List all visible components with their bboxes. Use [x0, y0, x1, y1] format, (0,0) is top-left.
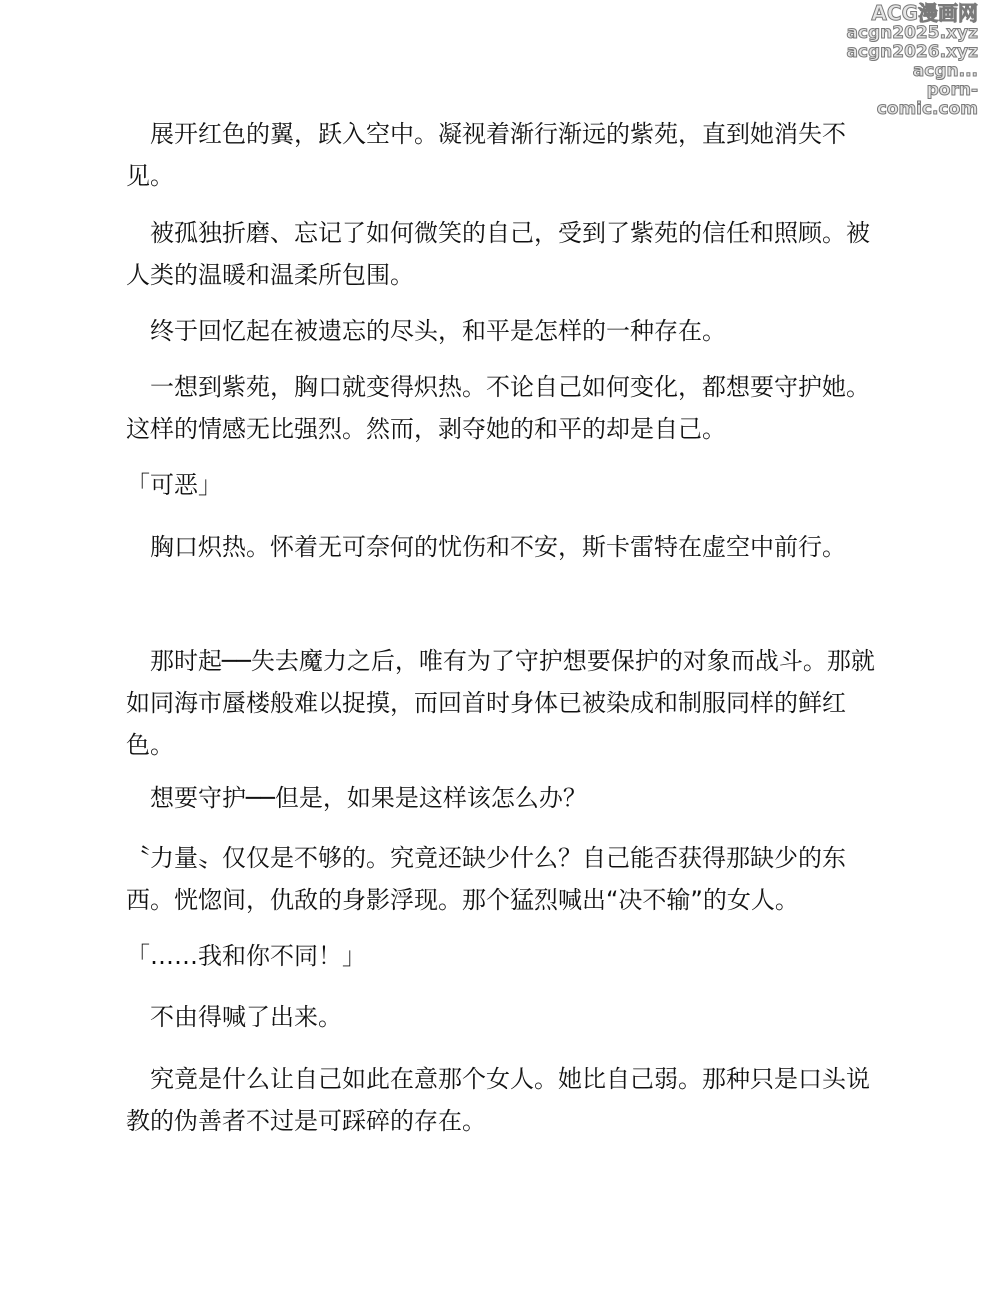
watermark-title: ACG漫画网 — [871, 1, 978, 25]
paragraph: 一想到紫苑，胸口就变得炽热。不论自己如何变化，都想要守护她。这样的情感无比强烈。然而，剥夺她的和平的却是自己。 — [126, 373, 870, 443]
paragraph: 被孤独折磨、忘记了如何微笑的自己，受到了紫苑的信任和照顾。被人类的温暖和温柔所包围。 — [126, 219, 870, 289]
paragraph: 〝力量〟仅仅是不够的。究竟还缺少什么？自己能否获得那缺少的东西。恍惚间，仇敌的身影浮现。那个猛烈喊出“决不输”的女人。 — [126, 844, 846, 914]
paragraph: 展开红色的翼，跃入空中。凝视着渐行渐远的紫苑，直到她消失不见。 — [126, 120, 846, 190]
paragraph: 究竟是什么让自己如此在意那个女人。她比自己弱。那种只是口头说教的伪善者不过是可踩碎的存在。 — [126, 1065, 870, 1135]
paragraph: 不由得喊了出来。 — [126, 1003, 342, 1031]
paragraph: 胸口炽热。怀着无可奈何的忧伤和不安，斯卡雷特在虚空中前行。 — [126, 533, 846, 561]
watermark-line-4: porn-comic.com — [876, 80, 978, 119]
watermark-line-1: acgn2025.xyz — [846, 23, 978, 43]
watermark-line-2: acgn2026.xyz — [846, 42, 978, 62]
site-watermark — [828, 2, 978, 119]
paragraph: 想要守护──但是，如果是这样该怎么办？ — [126, 784, 587, 812]
paragraph: 终于回忆起在被遗忘的尽头，和平是怎样的一种存在。 — [126, 317, 726, 345]
dialogue-line: 「可恶」 — [126, 471, 222, 499]
paragraph: 那时起──失去魔力之后，唯有为了守护想要保护的对象而战斗。那就如同海市蜃楼般难以捉摸，而回首时身体已被染成和制服同样的鲜红色。 — [126, 647, 875, 759]
dialogue-line: 「……我和你不同！」 — [126, 942, 366, 970]
watermark-line-3: acgn... — [912, 61, 978, 81]
